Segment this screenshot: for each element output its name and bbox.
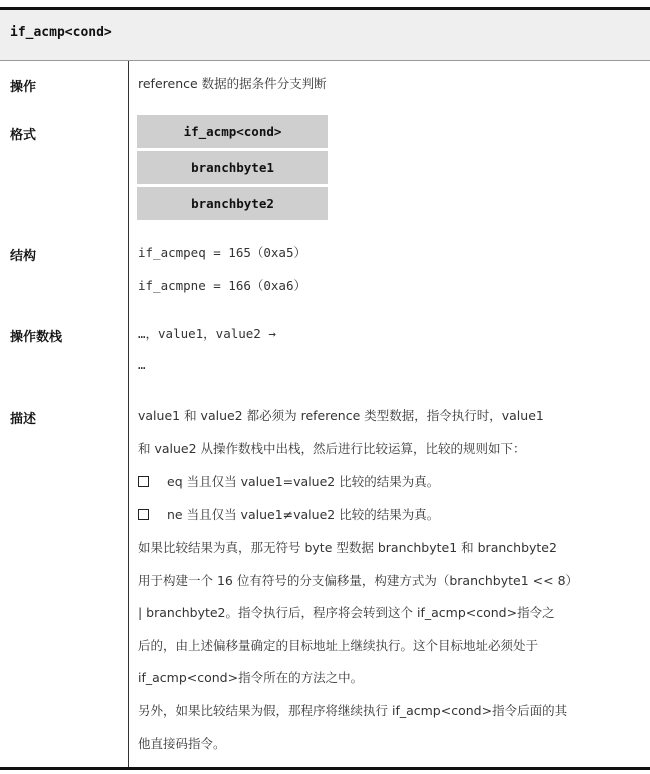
bottom-rule — [0, 767, 650, 770]
operand-stack-label: 操作数栈 — [10, 330, 63, 345]
description-bullet-eq: eq 当且仅当 value1=value2 比较的结果为真。 — [167, 474, 440, 489]
format-label: 格式 — [10, 128, 37, 143]
description-line: 另外，如果比较结果为假，那程序将继续执行 if_acmp<cond>指令后面的其 — [138, 703, 568, 718]
description-line: 后的，由上述偏移量确定的目标地址上继续执行。这个目标地址必须处于 — [138, 638, 539, 653]
format-box-branchbyte1: branchbyte1 — [137, 151, 328, 184]
page-title: if_acmp<cond> — [10, 25, 112, 40]
description-label: 描述 — [10, 412, 37, 427]
description-line: 如果比较结果为真，那无符号 byte 型数据 branchbyte1 和 branchbyte2 — [138, 540, 557, 555]
checkbox-bullet-icon — [138, 476, 149, 487]
operation-text: reference 数据的据条件分支判断 — [138, 76, 327, 91]
operand-stack-line-1: …，value1，value2 → — [138, 326, 276, 341]
format-box-branchbyte2: branchbyte2 — [137, 187, 328, 220]
description-line: 用于构建一个 16 位有符号的分支偏移量，构建方式为（branchbyte1 << 8） — [138, 573, 579, 588]
checkbox-bullet-icon — [138, 509, 149, 520]
description-line: if_acmp<cond>指令所在的方法之中。 — [138, 670, 364, 685]
structure-label: 结构 — [10, 249, 37, 264]
structure-line-2: if_acmpne = 166（0xa6） — [138, 278, 306, 293]
operand-stack-line-2: … — [138, 357, 146, 372]
description-line: | branchbyte2。指令执行后，程序将会转到这个 if_acmp<cond>指令之 — [138, 605, 555, 620]
operation-label: 操作 — [10, 80, 37, 95]
description-line: 他直接码指令。 — [138, 736, 226, 751]
description-line: value1 和 value2 都必须为 reference 类型数据，指令执行时，value1 — [138, 408, 544, 423]
structure-line-1: if_acmpeq = 165（0xa5） — [138, 245, 306, 260]
format-box-opcode: if_acmp<cond> — [137, 115, 328, 148]
description-line: 和 value2 从操作数栈中出栈，然后进行比较运算，比较的规则如下： — [138, 441, 526, 456]
description-bullet-ne: ne 当且仅当 value1≠value2 比较的结果为真。 — [167, 507, 440, 522]
table-header-row — [0, 10, 650, 61]
column-divider — [128, 61, 129, 767]
